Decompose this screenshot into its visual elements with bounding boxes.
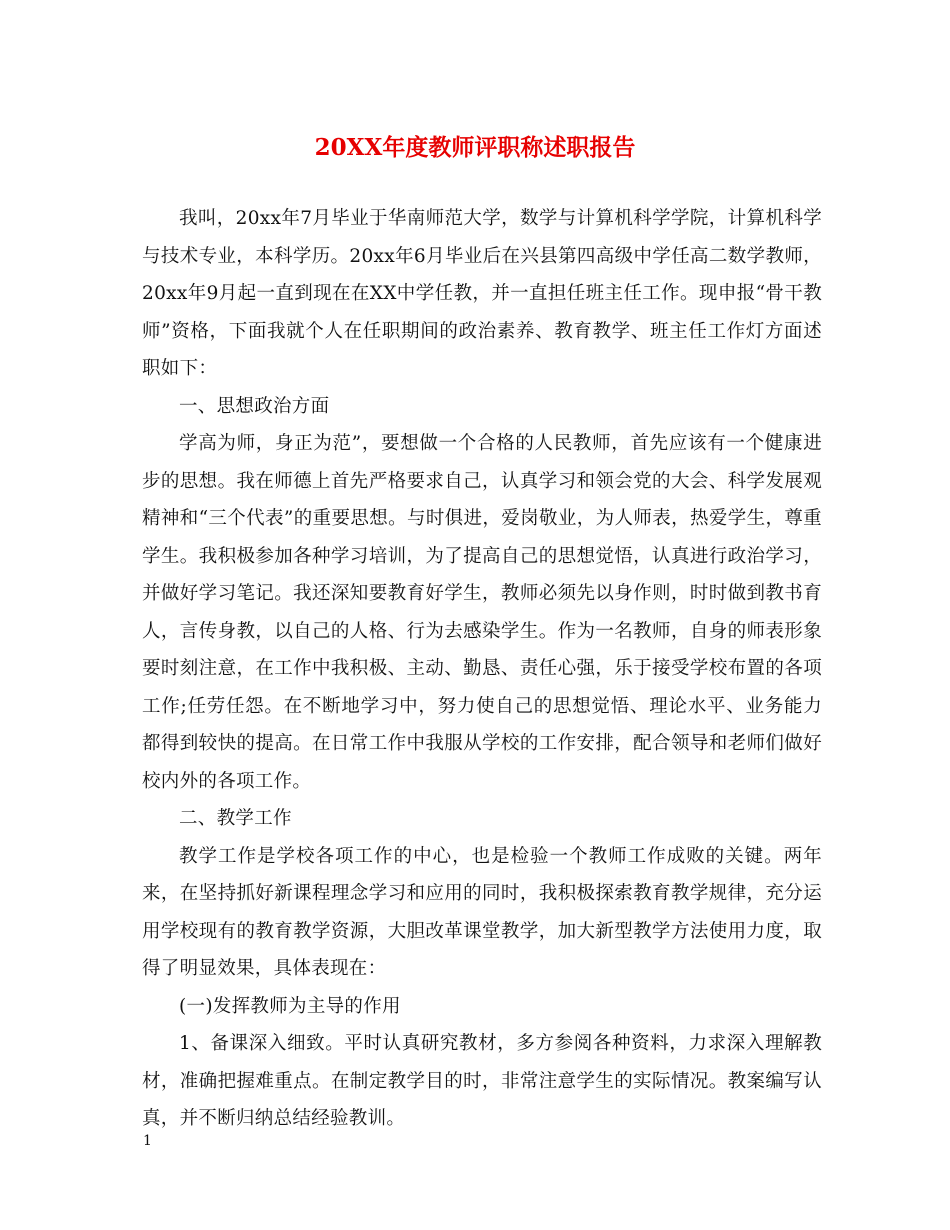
subsection-heading-teacher-role: (一)发挥教师为主导的作用 [179,995,401,1017]
section-heading-politics: 一、思想政治方面 [179,395,330,417]
document-body [142,200,822,1138]
document-title: 20XX年度教师评职称述职报告 [314,134,636,161]
paragraph-intro: 我叫，20xx年7月毕业于华南师范大学，数学与计算机科学学院，计算机科学与技术专业，本科学历。20xx年6月毕业后在兴县第四高级中学任高二数学教师，20xx年9月起一直到现在在XX中学任教，并一直担任班主任工作。现申报“骨干教师”资格，下面我就个人在任职期间的政治素养、教育教学、班主任工作灯方面述职如下： [142,208,822,379]
paragraph-teaching: 教学工作是学校各项工作的中心，也是检验一个教师工作成败的关键。两年来，在坚持抓好新课程理念学习和应用的同时，我积极探索教育教学规律，充分运用学校现有的教育教学资源，大胆改革课堂教学，加大新型教学方法使用力度，取得了明显效果，具体表现在： [142,845,822,979]
page-number: 1 [143,1133,152,1149]
section-heading-teaching: 二、教学工作 [179,808,292,829]
paragraph-politics: 学高为师，身正为范”，要想做一个合格的人民教师，首先应该有一个健康进步的思想。我在师德上首先严格要求自己，认真学习和领会党的大会、科学发展观精神和“三个代表”的重要思想。与时俱进，爱岗敬业，为人师表，热爱学生，尊重学生。我积极参加各种学习培训，为了提高自己的思想觉悟，认真进行政治学习，并做好学习笔记。我还深知要教育好学生，教师必须先以身作则，时时做到教书育人，言传身教，以自己的人格、行为去感染学生。作为一名教师，自身的师表形象要时刻注意，在工作中我积极、主动、勤恳、责任心强，乐于接受学校布置的各项工作;任劳任怨。在不断地学习中，努力使自己的思想觉悟、理论水平、业务能力都得到较快的提高。在日常工作中我服从学校的工作安排，配合领导和老师们做好校内外的各项工作。 [142,433,822,792]
paragraph-lesson-prep: 1、备课深入细致。平时认真研究教材，多方参阅各种资料，力求深入理解教材，准确把握难重点。在制定教学目的时，非常注意学生的实际情况。教案编写认真，并不断归纳总结经验教训。 [142,1033,822,1129]
